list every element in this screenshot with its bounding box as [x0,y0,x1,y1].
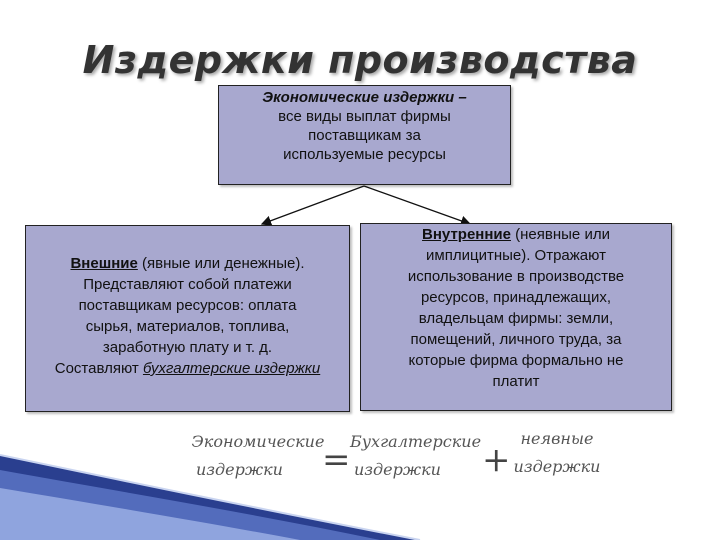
external-costs-line: заработную плату и т. д. [102,339,273,356]
internal-costs-heading-line [367,224,665,245]
economic-costs-line: поставщикам за [308,127,421,144]
accounting-costs-link: бухгалтерские издержки [142,360,321,377]
external-costs-last-prefix: Составляют [54,360,143,377]
external-costs-heading-line [30,253,345,274]
internal-costs-line: которые фирма формально не [408,352,624,369]
formula-term-economic-line2: издержки [196,460,283,479]
internal-costs-term: Внутренние [422,226,511,243]
formula-term-accounting [350,428,490,484]
external-costs-term-rest: (явные или денежные). [137,255,305,272]
formula-term-implicit [512,425,602,481]
internal-costs-line: имплицитные). Отражают [426,247,606,264]
external-costs-box [25,225,350,412]
external-costs-last-line [30,358,345,379]
economic-costs-line: все виды выплат фирмы [278,108,451,125]
internal-costs-line: помещений, личного труда, за [410,331,622,348]
internal-costs-line: владельцам фирмы: земли, [418,310,614,327]
internal-costs-term-rest: (неявные или [510,226,610,243]
formula-term-implicit-line2: издержки [513,457,601,476]
external-costs-line: сырья, материалов, топлива, [85,318,290,335]
page-title: Издержки производства [82,38,638,82]
formula-term-implicit-line1: неявные [520,429,594,448]
arrow-to-internal [364,186,470,224]
external-costs-line: Представляют собой платежи [83,276,292,293]
internal-costs-box [360,223,672,411]
formula-term-economic [188,428,328,484]
formula-term-economic-line1: Экономические [191,432,325,451]
internal-costs-line: использование в производстве [407,268,625,285]
internal-costs-line: платит [492,373,540,390]
economic-costs-line: используемые ресурсы [283,146,446,163]
formula-plus: + [482,440,511,480]
formula-term-accounting-line2: издержки [354,460,441,479]
formula-equals: = [322,440,351,480]
arrow-to-external [262,186,364,224]
formula-term-accounting-line1: Бухгалтерские [350,432,482,451]
external-costs-line: поставщикам ресурсов: оплата [78,297,297,314]
external-costs-term: Внешние [70,255,138,272]
economic-costs-heading: Экономические издержки – [262,89,467,106]
internal-costs-line: ресурсов, принадлежащих, [420,289,612,306]
